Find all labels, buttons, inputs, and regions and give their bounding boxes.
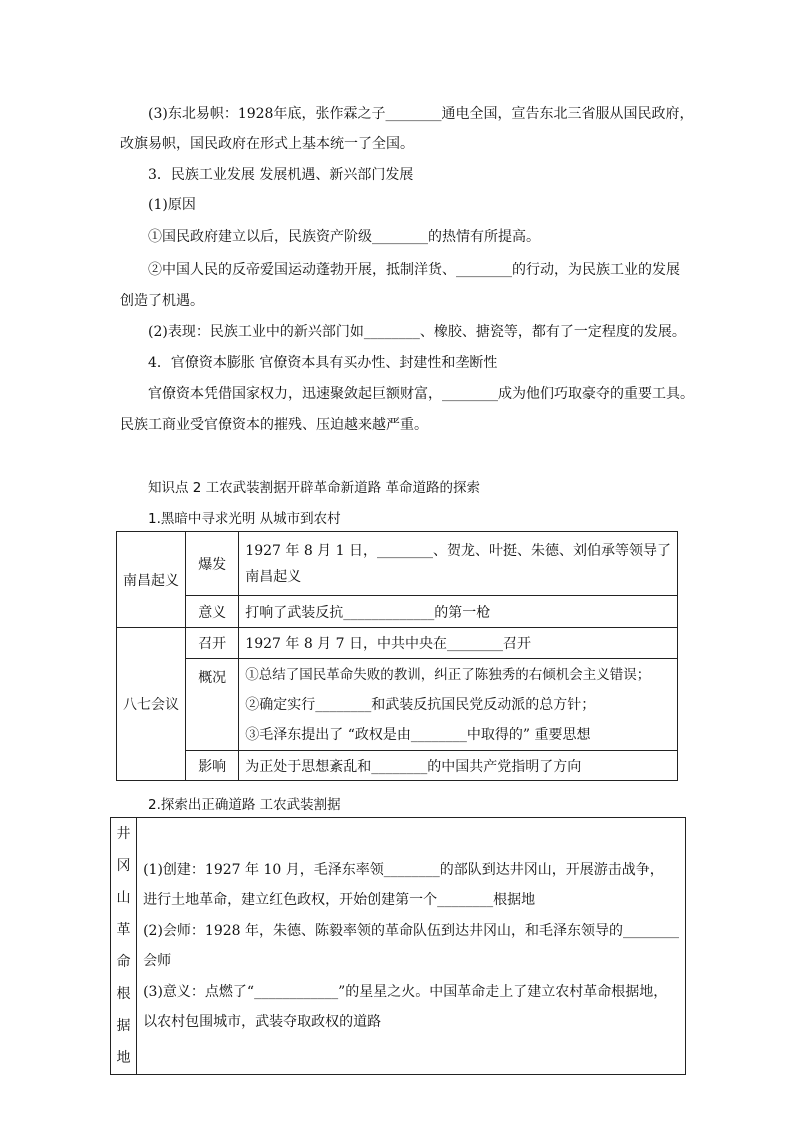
cell-nanchang: 南昌起义 xyxy=(117,532,186,628)
cause-1: ①国民政府建立以后，民族资产阶级________的热情有所提高。 xyxy=(148,229,540,245)
bureaucratic-line1: 官僚资本凭借国家权力，迅速聚敛起巨额财富，________成为他们巧取豪夺的重要工具。 xyxy=(148,386,694,402)
jgs-significance-line1: (3)意义：点燃了“____________”的星星之火。中国革命走上了建立农村革命根据地， xyxy=(143,983,668,1000)
cause-2-line2: 创造了机遇。 xyxy=(120,293,204,309)
table-nanchang-baqi xyxy=(116,531,678,781)
cell-jinggangshan-label xyxy=(111,818,137,1075)
jgs-label-1: 井冈 xyxy=(116,826,131,874)
cell-outbreak-text xyxy=(239,532,678,596)
jgs-label-2: 山革 xyxy=(116,890,131,938)
jgs-meeting-line1: (2)会师：1928 年，朱德、陈毅率领的革命队伍到达井冈山，和毛泽东领导的________ xyxy=(143,922,679,939)
para-northeast-line1: (3)东北易帜：1928年底，张作霖之子________通电全国，宣告东北三省服从国民政府， xyxy=(148,106,694,122)
bureaucratic-line2: 民族工商业受官僚资本的摧残、压迫越来越严重。 xyxy=(120,417,428,433)
performance-line: (2)表现：民族工业中的新兴部门如________、橡胶、搪瓷等，都有了一定程度的发展。 xyxy=(148,324,686,340)
jgs-meeting-line2: 会师 xyxy=(143,953,172,969)
subheading-1: 1.黑暗中寻求光明 从城市到农村 xyxy=(148,511,341,527)
jgs-creation-line2: 进行土地革命，建立红色政权，开始创建第一个________根据地 xyxy=(143,892,536,908)
cause-title: (1)原因 xyxy=(148,197,196,213)
subheading-2: 2.探索出正确道路 工农武装割据 xyxy=(148,797,341,813)
cell-jinggangshan-content xyxy=(137,818,686,1075)
jgs-significance-line2: 以农村包围城市，武装夺取政权的道路 xyxy=(143,1014,382,1030)
overview-item-3: ③毛泽东提出了 “政权是由________中取得的” 重要思想 xyxy=(245,726,591,743)
table-jinggangshan xyxy=(110,817,686,1075)
outbreak-text-line2: 南昌起义 xyxy=(245,568,302,585)
cell-convene-text: 1927 年 8 月 7 日，中共中央在________召开 xyxy=(239,628,678,659)
cell-influence: 影响 xyxy=(186,751,239,781)
jgs-label-3: 命根 xyxy=(116,954,131,1002)
jgs-creation-line1: (1)创建：1927 年 10 月，毛泽东率领________的部队到达井冈山，开展游击战争， xyxy=(143,861,664,878)
cell-overview: 概况 xyxy=(186,659,239,751)
outbreak-text-line1: 1927 年 8 月 1 日，________、贺龙、叶挺、朱德、刘伯承等领导了 xyxy=(245,542,671,559)
cell-overview-text xyxy=(239,659,678,751)
cell-convene: 召开 xyxy=(186,628,239,659)
cell-outbreak: 爆发 xyxy=(186,532,239,596)
jgs-label-4: 据地 xyxy=(116,1018,131,1066)
overview-item-2: ②确定实行________和武装反抗国民党反动派的总方针； xyxy=(245,696,596,713)
cause-2-line1: ②中国人民的反帝爱国运动蓬勃开展，抵制洋货、________的行动，为民族工业的发展 xyxy=(148,262,680,278)
cell-meaning: 意义 xyxy=(186,596,239,628)
cell-baqi: 八七会议 xyxy=(117,628,186,781)
heading-bureaucratic-capital: 4．官僚资本膨胀 官僚资本具有买办性、封建性和垄断性 xyxy=(148,355,498,371)
knowledge-point-title: 知识点 2 工农武装割据开辟革命新道路 革命道路的探索 xyxy=(148,480,480,496)
cell-meaning-text: 打响了武装反抗_____________的第一枪 xyxy=(239,596,678,628)
cell-influence-text: 为正处于思想紊乱和________的中国共产党指明了方向 xyxy=(239,751,678,781)
para-northeast-line2: 改旗易帜，国民政府在形式上基本统一了全国。 xyxy=(120,136,414,152)
heading-national-industry: 3．民族工业发展 发展机遇、新兴部门发展 xyxy=(148,167,414,183)
overview-item-1: ①总结了国民革命失败的教训，纠正了陈独秀的右倾机会主义错误； xyxy=(245,666,651,683)
